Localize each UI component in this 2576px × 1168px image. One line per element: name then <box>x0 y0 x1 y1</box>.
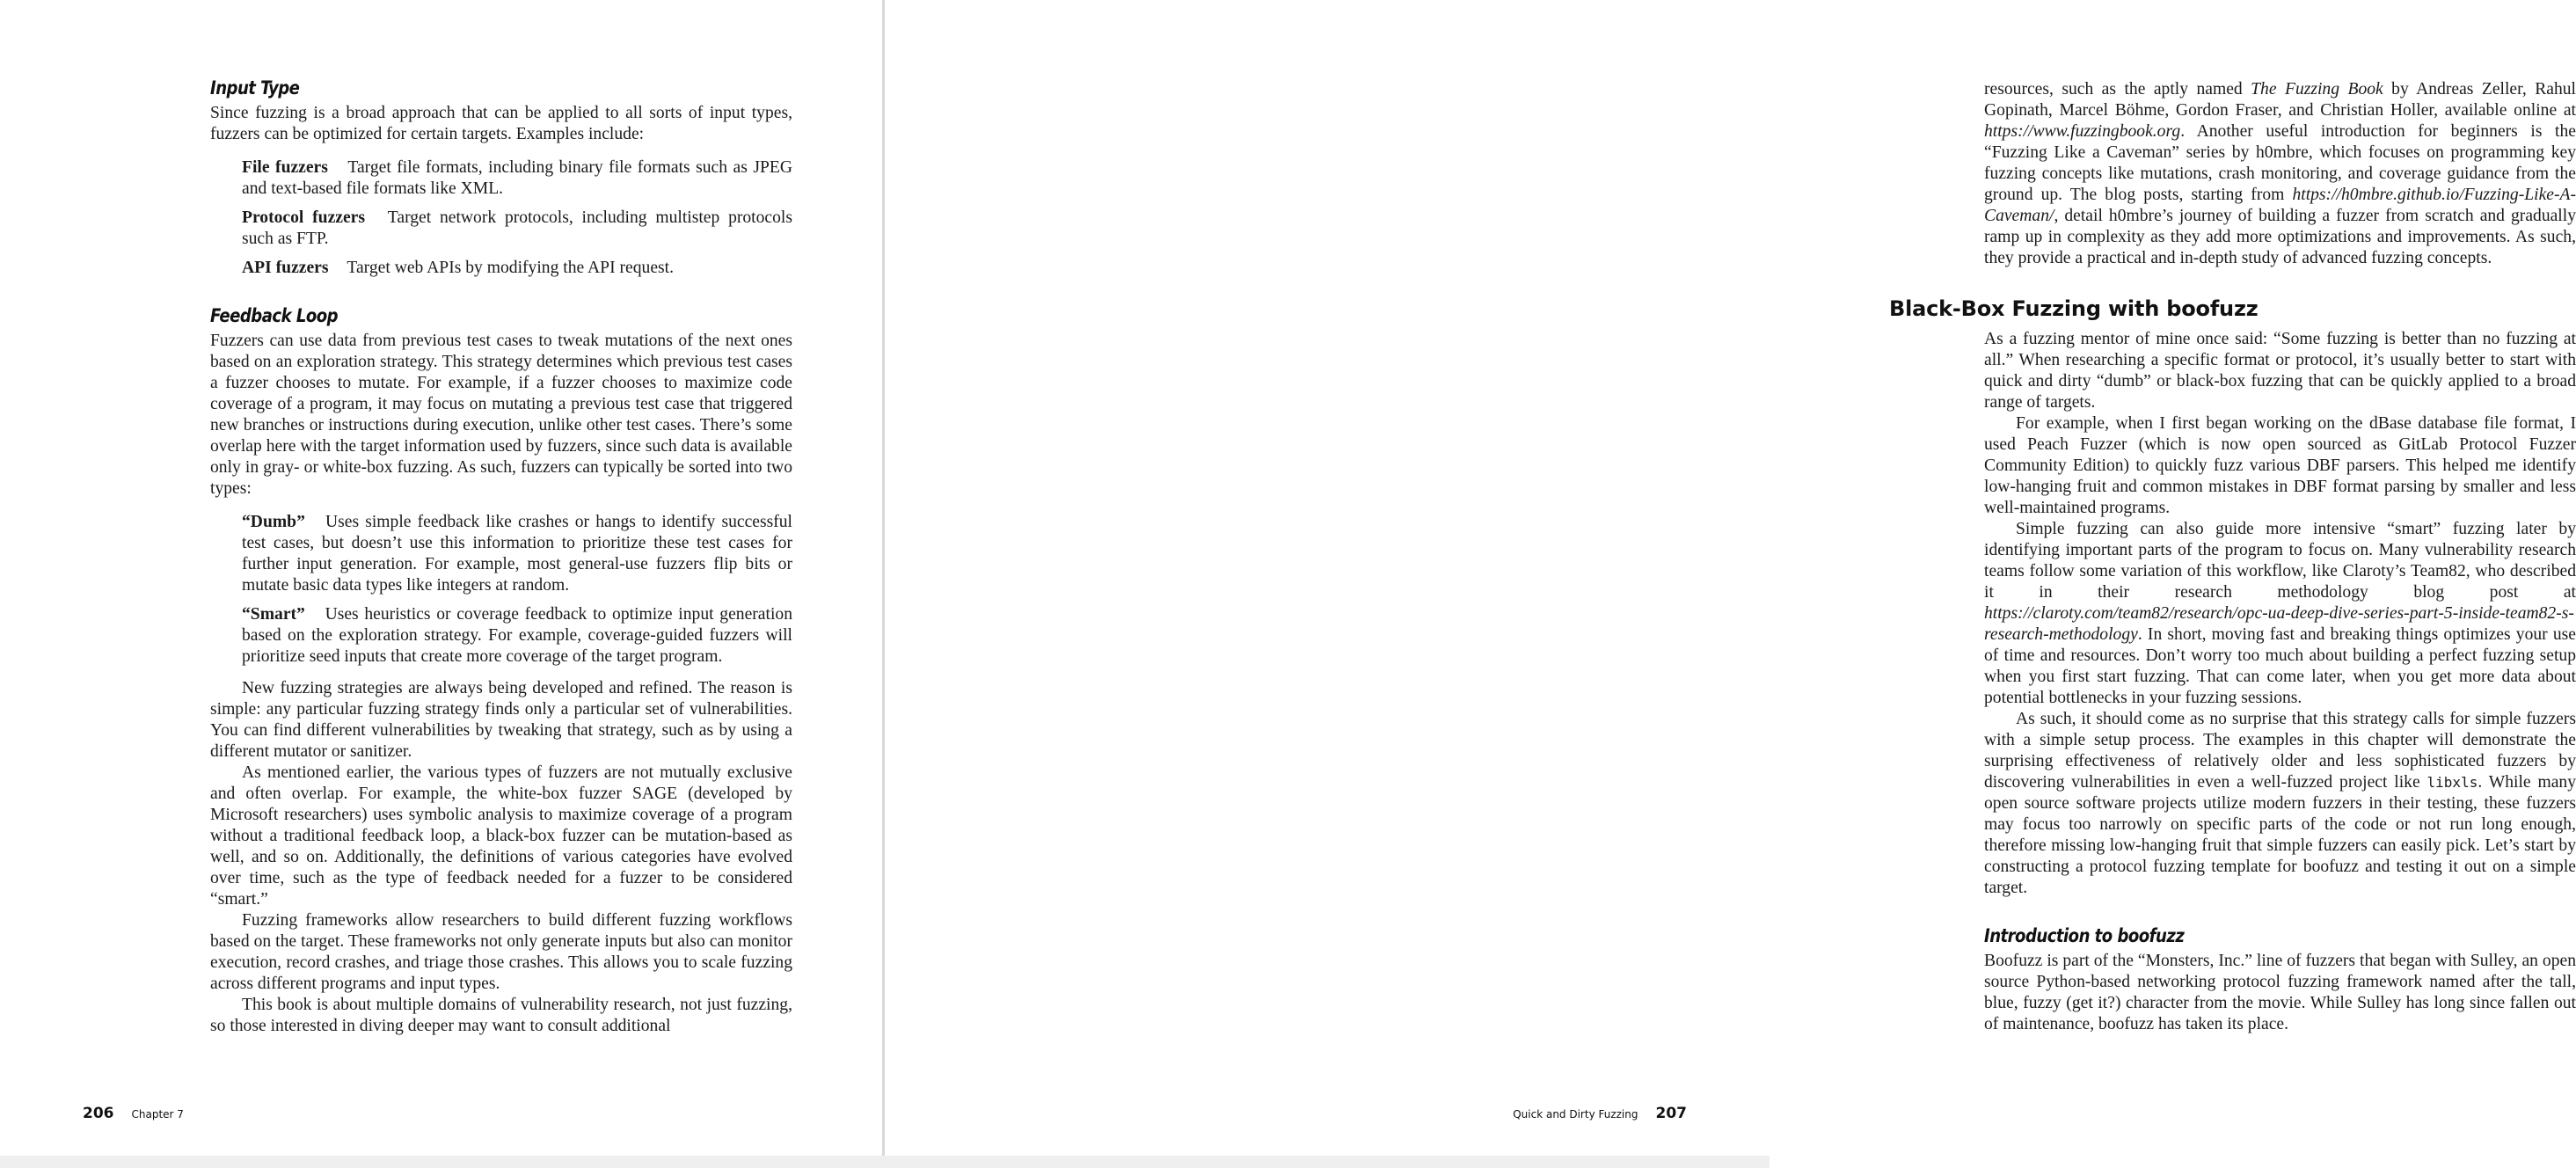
heading-intro-boofuzz: Introduction to boofuzz <box>1984 925 2185 946</box>
paragraph-overlap: As mentioned earlier, the various types of fuzzers are not mutually exclusive and often overlap. For example, the white-box fuzzer SAGE (developed by Microsoft researchers) uses symbolic analysis to maximize coverage of a program without a traditional feedback loop, a black-box fuzzer can be mutation-based as well, and so on. Additionally, the definitions of various categories have evolved over time, such as the type of feedback needed for a fuzzer to be considered “smart.” <box>210 763 792 909</box>
list-item <box>242 208 792 250</box>
list-item <box>242 512 792 596</box>
heading-input-type: Input Type <box>210 77 300 99</box>
term-api-fuzzers: API fuzzers <box>242 259 329 277</box>
left-footer <box>83 1105 184 1122</box>
running-head: Quick and Dirty Fuzzing <box>1513 1108 1638 1121</box>
desc-file-fuzzers: Target file formats, including binary file formats such as JPEG and text-based file formats like XML. <box>242 158 792 198</box>
term-dumb: “Dumb” <box>242 513 305 531</box>
fuzzingbook-link[interactable]: https://www.fuzzingbook.org <box>1984 122 2181 141</box>
input-type-list <box>242 157 792 279</box>
list-item <box>242 258 792 279</box>
caveman-link[interactable]: https://h0mbre.github.io/Fuzzing-Like-A-Caveman/ <box>1984 186 2576 225</box>
paragraph-strategies: New fuzzing strategies are always being developed and refined. The reason is simple: any particular fuzzing strategy finds only a particular set of vulnerabilities. You can find different vulnerabilities by tweaking that strategy, such as by using a different mutator or sanitizer. <box>210 679 792 761</box>
page-number-left: 206 <box>83 1105 114 1122</box>
desc-dumb: Uses simple feedback like crashes or hangs to identify successful test cases, but doesn’t use this information to prioritize these test cases for further input generation. For example, most general-use fuzzers flip bits or mutate basic data types like integers at random. <box>242 513 793 595</box>
desc-api-fuzzers: Target web APIs by modifying the API request. <box>347 259 674 277</box>
input-type-intro: Since fuzzing is a broad approach that can be applied to all sorts of input types, fuzzers can be optimized for certain targets. Examples include: <box>210 104 792 143</box>
desc-smart: Uses heuristics or coverage feedback to optimize input generation based on the exploration strategy. For example, coverage-guided fuzzers will prioritize seed inputs that create more coverage of the target program. <box>242 605 792 666</box>
continuation-paragraph: resources, such as the aptly named The Fuzzing Book by Andreas Zeller, Rahul Gopinath, Marcel Böhme, Gordon Fraser, and Christian Holler, available online at https://www.fuzzingbook.org. Another useful introduction for beginners is the “Fuzzing Like a Caveman” series by h0mbre, which focuses on programming key fuzzing concepts like mutations, crash monitoring, and coverage guidance from the ground up. The blog posts, starting from https://h0mbre.github.io/Fuzzing-Like-A-Caveman/, detail h0mbre’s journey of building a fuzzer from scratch and gradually ramp up in complexity as they add more optimizations and improvements. As such, they provide a practical and in-depth study of advanced fuzzing concepts. <box>1984 80 2576 267</box>
right-page <box>885 0 2576 1168</box>
list-item <box>242 604 792 668</box>
paragraph-dbase: For example, when I first began working on the dBase database file format, I used Peach Fuzzer (which is now open sourced as GitLab Protocol Fuzzer Community Edition) to quickly fuzz various DBF parsers. This helped me identify low-hanging fruit and common mistakes in DBF format parsing by smaller and less well-maintained programs. <box>1984 414 2576 517</box>
right-footer <box>1513 1105 1687 1122</box>
page-number-right: 207 <box>1655 1105 1687 1122</box>
term-protocol-fuzzers: Protocol fuzzers <box>242 208 365 227</box>
paragraph-this-book: This book is about multiple domains of vulnerability research, not just fuzzing, so those interested in diving deeper may want to consult additional <box>210 996 792 1035</box>
left-page-body <box>210 76 792 1037</box>
bottom-edge <box>0 1156 1770 1168</box>
paragraph-frameworks: Fuzzing frameworks allow researchers to build different fuzzing workflows based on the target. These frameworks not only generate inputs but also can monitor execution, record crashes, and triage those crashes. This allows you to scale fuzzing across different programs and input types. <box>210 911 792 993</box>
left-page <box>0 0 883 1168</box>
desc-protocol-fuzzers: Target network protocols, including multistep protocols such as FTP. <box>242 208 792 248</box>
term-file-fuzzers: File fuzzers <box>242 158 328 177</box>
paragraph-boofuzz: Boofuzz is part of the “Monsters, Inc.” line of fuzzers that began with Sulley, an open source Python-based networking protocol fuzzing framework named after the tall, blue, fuzzy (get it?) character from the movie. While Sulley has long since fallen out of maintenance, boofuzz has taken its place. <box>1984 952 2576 1033</box>
code-libxls: libxls <box>2426 774 2478 791</box>
fuzzer-types-list <box>242 512 792 668</box>
feedback-loop-intro: Fuzzers can use data from previous test cases to tweak mutations of the next ones based on an exploration strategy. This strategy determines which previous test cases a fuzzer chooses to mutate. For example, if a fuzzer chooses to maximize code coverage of a program, it may focus on mutating a previous test case that triggered new branches or instructions during execution, unlike other test cases. There’s some overlap here with the target information used by fuzzers, since such data is available only in gray- or white-box fuzzing. As such, fuzzers can typically be sorted into two types: <box>210 332 792 498</box>
heading-feedback-loop: Feedback Loop <box>210 305 339 326</box>
chapter-label: Chapter 7 <box>131 1108 184 1121</box>
paragraph-strategy-simple: As such, it should come as no surprise that this strategy calls for simple fuzzers with a simple setup process. The examples in this chapter will demonstrate the surprising effectiveness of relatively older and less sophisticated fuzzers by discovering vulnerabilities in even a well-fuzzed project like libxls. While many open source software projects utilize modern fuzzers in their testing, these fuzzers may focus too narrowly on specific parts of the code or not run long enough, therefore missing low-hanging fruit that simple fuzzers can easily pick. Let’s start by constructing a protocol fuzzing template for boofuzz and testing it out on a simple target. <box>1984 710 2576 897</box>
list-item <box>242 157 792 200</box>
book-title-fuzzing-book: The Fuzzing Book <box>2251 80 2383 99</box>
paragraph-simple-fuzzing: Simple fuzzing can also guide more intensive “smart” fuzzing later by identifying important parts of the program to focus on. Many vulnerability research teams follow some variation of this workflow, like Claroty’s Team82, who described it in their research methodology blog post at https://claroty.com/team82/research/opc-ua-deep-dive-series-part-5-inside-team82-s-research-methodology. In short, moving fast and breaking things optimizes your use of time and resources. Don’t worry too much about building a perfect fuzzing setup when you first start fuzzing. That can come later, when you get more data about potential bottlenecks in your fuzzing sessions. <box>1984 520 2576 707</box>
heading-black-box-fuzzing: Black-Box Fuzzing with boofuzz <box>1889 296 2259 321</box>
paragraph-mentor: As a fuzzing mentor of mine once said: “Some fuzzing is better than no fuzzing at all.” When researching a specific format or protocol, it’s usually better to start with quick and dirty “dumb” or black-box fuzzing that can be quickly applied to a broad range of targets. <box>1984 330 2576 412</box>
term-smart: “Smart” <box>242 605 305 624</box>
right-page-body <box>1889 79 2576 1035</box>
claroty-link[interactable]: https://claroty.com/team82/research/opc-ua-deep-dive-series-part-5-inside-team82-s-research-methodology <box>1984 604 2574 644</box>
